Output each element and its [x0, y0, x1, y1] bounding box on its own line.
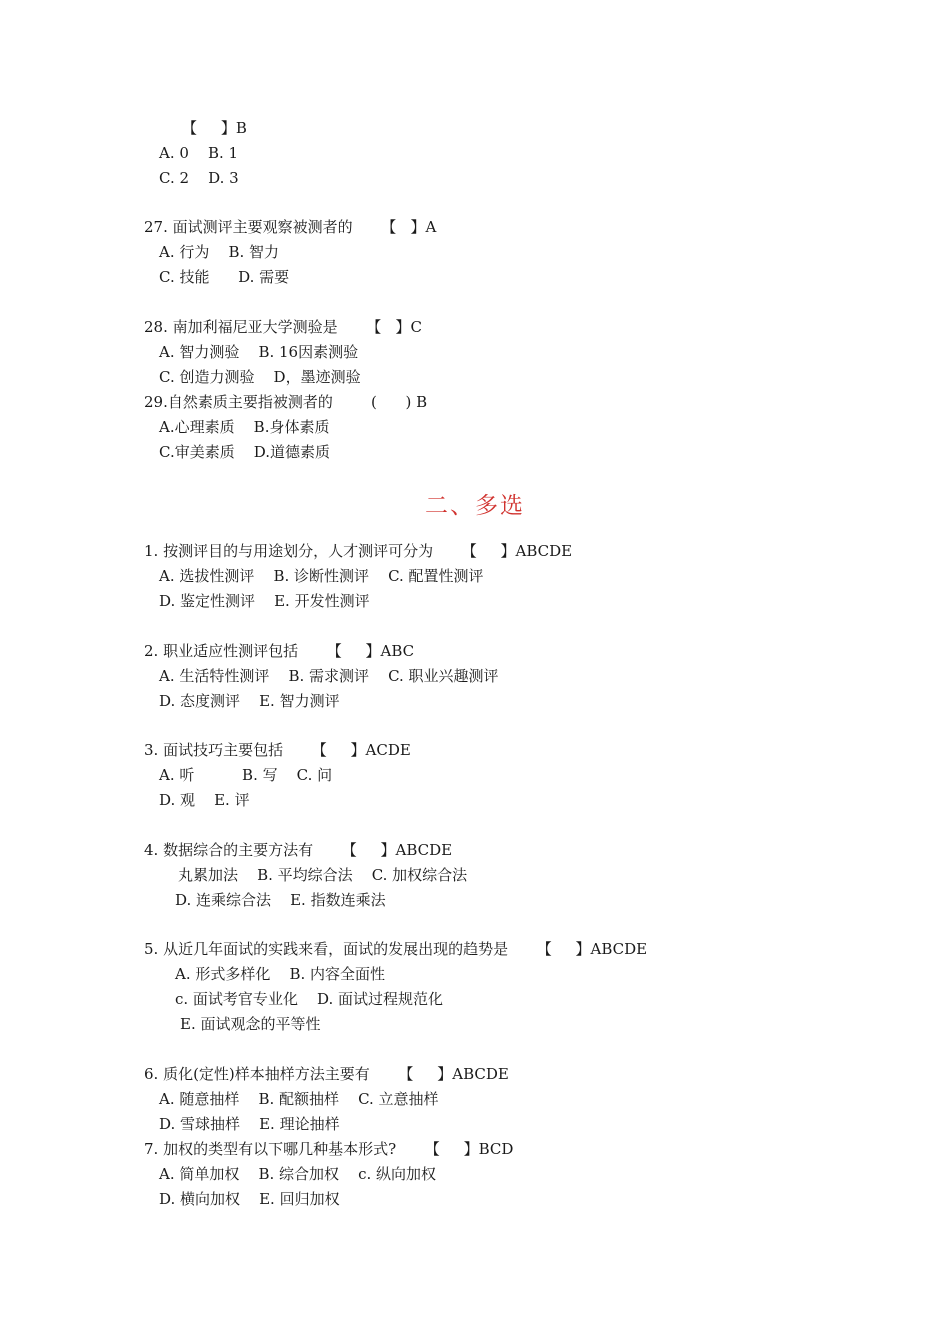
q29-question: 29.自然素质主要指被测者的 ( ) B	[144, 393, 428, 411]
mq6-question: 6. 质化(定性)样本抽样方法主要有 【 】ABCDE	[144, 1065, 509, 1083]
q29-options-row2: C.审美素质 D.道德素质	[159, 443, 331, 461]
q26-answer-bracket: 【 】B	[182, 119, 247, 137]
mq3-options-row2: D. 观 E. 评	[159, 791, 250, 809]
mq5-options-row3: E. 面试观念的平等性	[180, 1015, 321, 1033]
mq3-question: 3. 面试技巧主要包括 【 】ACDE	[144, 741, 411, 759]
q27-question: 27. 面试测评主要观察被测者的 【 】A	[144, 218, 437, 236]
mq5-options-row2: c. 面试考官专业化 D. 面试过程规范化	[175, 990, 444, 1008]
q27-options-row2: C. 技能 D. 需要	[159, 268, 290, 286]
mq2-question: 2. 职业适应性测评包括 【 】ABC	[144, 642, 415, 660]
mq6-options-row1: A. 随意抽样 B. 配额抽样 C. 立意抽样	[159, 1090, 439, 1108]
mq3-options-row1: A. 听 B. 写 C. 问	[159, 766, 333, 784]
mq1-options-row2: D. 鉴定性测评 E. 开发性测评	[159, 592, 370, 610]
q26-options-row2: C. 2 D. 3	[159, 169, 239, 187]
mq7-options-row2: D. 横向加权 E. 回归加权	[159, 1190, 340, 1208]
mq5-question: 5. 从近几年面试的实践来看，面试的发展出现的趋势是 【 】ABCDE	[144, 940, 648, 958]
mq1-question: 1. 按测评目的与用途划分，人才测评可分为 【 】ABCDE	[144, 542, 573, 560]
q28-options-row1: A. 智力测验 B. 16因素测验	[159, 343, 359, 361]
mq1-options-row1: A. 选拔性测评 B. 诊断性测评 C. 配置性测评	[159, 567, 484, 585]
q29-options-row1: A.心理素质 B.身体素质	[159, 418, 330, 436]
q28-options-row2: C. 创造力测验 D，墨迹测验	[159, 368, 361, 386]
mq4-question: 4. 数据综合的主要方法有 【 】ABCDE	[144, 841, 453, 859]
mq7-options-row1: A. 简单加权 B. 综合加权 c. 纵向加权	[159, 1165, 437, 1183]
mq2-options-row1: A. 生活特性测评 B. 需求测评 C. 职业兴趣测评	[159, 667, 499, 685]
mq6-options-row2: D. 雪球抽样 E. 理论抽样	[159, 1115, 340, 1133]
q26-options-row1: A. 0 B. 1	[159, 144, 239, 162]
q28-question: 28. 南加利福尼亚大学测验是 【 】C	[144, 318, 423, 336]
mq4-options-row1: 丸累加法 B. 平均综合法 C. 加权综合法	[178, 866, 468, 884]
mq7-question: 7. 加权的类型有以下哪几种基本形式? 【 】BCD	[144, 1140, 514, 1158]
section-heading-multiple-choice: 二、多选	[425, 493, 525, 519]
q27-options-row1: A. 行为 B. 智力	[159, 243, 280, 261]
mq5-options-row1: A. 形式多样化 B. 内容全面性	[175, 965, 386, 983]
mq2-options-row2: D. 态度测评 E. 智力测评	[159, 692, 340, 710]
mq4-options-row2: D. 连乘综合法 E. 指数连乘法	[175, 891, 386, 909]
